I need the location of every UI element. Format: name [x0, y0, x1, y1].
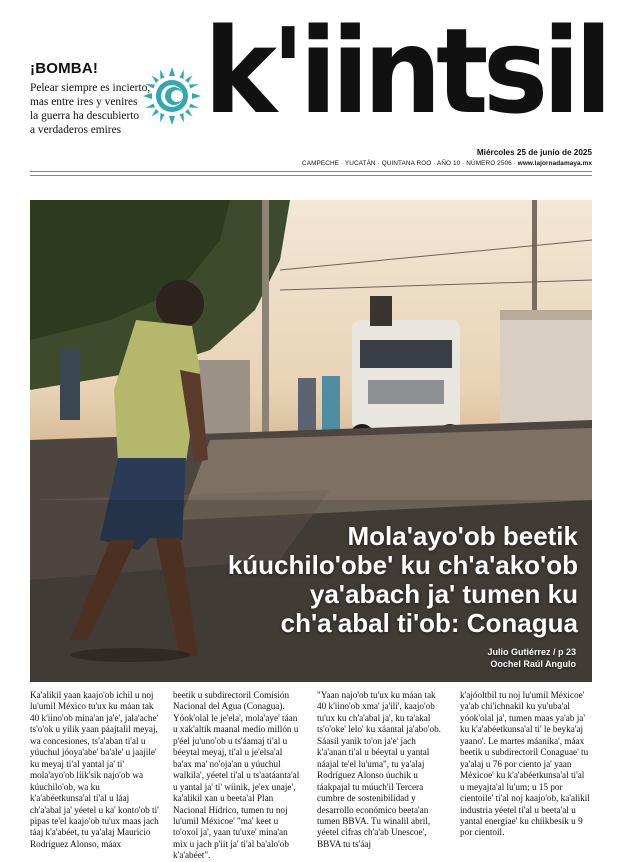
issue-date: Miércoles 25 de junio de 2025 [476, 148, 592, 157]
bomba-line: mas entre ires y venires [30, 96, 138, 108]
masthead-logo: k'iintsil [204, 2, 607, 140]
edition-line [302, 160, 592, 167]
bomba-line: a verdaderos emires [30, 124, 122, 136]
article-column-2: beetik u subdirectoril Comisión Nacional del Agua (Conagua). Yóok'olal le je'ela', mola'aye' táan u xak'altik maanal medio millón u p'éel ju'uno'ob u ts'áamaj ti'al u béeytal meyaj, ti'al u je'elsa'al ba'ax ma' no'oja'an u yúuchul walkila', yéetel ti'al u ts'aatáanta'al u yantal ja' ti' wíinik, je'ex unaje', ka'alikil xan u beeta'al Plan Nacional Hídrico, tumen tu noj lu'umil Méxicoe' "ma' keet u to'oxol ja', yaan tu'uxe' mina'an mix u jach p'iit ja' ti'al ba'alo'ob k'a'abéet". [173, 690, 300, 861]
header-rule-top [30, 171, 592, 172]
byline [487, 646, 576, 670]
headline-line: ch'a'abal ti'ob: Conagua [280, 608, 578, 638]
website-link[interactable]: www.lajornadamaya.mx [517, 160, 592, 167]
main-headline [158, 522, 578, 638]
sun-logo-icon [141, 65, 203, 127]
bomba-title: ¡BOMBA! [30, 60, 99, 77]
header-rule-bottom [30, 175, 592, 176]
photo-credit: Oochel Raúl Angulo [490, 659, 576, 669]
bomba-line: Pelear siempre es incierto, [30, 82, 151, 94]
headline-line: Mola'ayo'ob beetik [347, 521, 578, 551]
lead-photo [30, 200, 592, 682]
edition-info: CAMPECHE · YUCATÁN · QUINTANA ROO · AÑO 10 · NÚMERO 2506 · [302, 160, 516, 167]
article-column-3: "Yaan najo'ob tu'ux ku máan tak 40 k'iino'ob xma' ja'ili', kaajo'ob tu'ux ku ch'a'abal ja', ku ta'akal ts'o'oke' lelo' ku xáantal ja'abo'ob. Sáasil yanik to'on ja'e' jach k'a'anan ti'al u béeytal u yantal náajal te'el lu'uma", tu ya'alaj Rodríguez Alonso úuchik u táakpajal tu múuch'il Tercera cumbre de sostenibilidad y desarrollo económico beeta'an tumen BBVA. Tu winalil abril, yéetel cifras ch'a'ab Unescoe', BBVA tu ts'áaj [317, 690, 441, 849]
headline-line: kúuchilo'obe' ku ch'a'ako'ob [227, 550, 578, 580]
bomba-line: la guerra ha descubierto [30, 110, 140, 122]
headline-line: ya'abach ja' tumen ku [309, 579, 578, 609]
author-page-ref[interactable]: Julio Gutiérrez / p 23 [487, 647, 576, 657]
article-column-4: k'ajóoltbil tu noj lu'umil Méxicoe' ya'ab chi'ichnakil ku yu'uba'al yóok'olal ja', tumen maas ya'ab ja' ku k'a'abéetkunsa'al ti' le beyka'aj yaano'. Le martes máanika', máax beetik u subdirectoril Conaguae' tu ya'alaj u 76 por ciento ja' yaan Méxicoe' ku k'a'abéetkunsa'al ti'al u meyajta'al lu'um; u 15 por cientoile' ti'al noj kaajo'ob, ka'alikil industria yéetel ti'al u beeta'al u yantal energíae' ku chíikbesik u 9 por cientoil. [460, 690, 590, 838]
article-column-1: Ka'alikil yaan kaajo'ob ichil u noj lu'umil México tu'ux ku máan tak 40 k'iino'ob mina'an ja'e', jala'ache' ts'o'ok u yilik yaan páajtalil meyaj, wa concesiones, ts'a'aban ti'al u yúuchul jóoya'abe' ba'ale' u jaajile' ku meyaj ti'al yantal ja' ti' mola'ayo'ob líik'sik najo'ob wa kúuchilo'ob, wa ku k'a'abéetkunsa'al ti'al u láaj ch'a'abal ja' yéetel u ka' konto'ob ti' pipas te'el kaajo'ob tu'ux maas jach táaj k'a'abéet, tu ya'alaj Mauricio Rodríguez Alonso, máax [30, 690, 159, 849]
